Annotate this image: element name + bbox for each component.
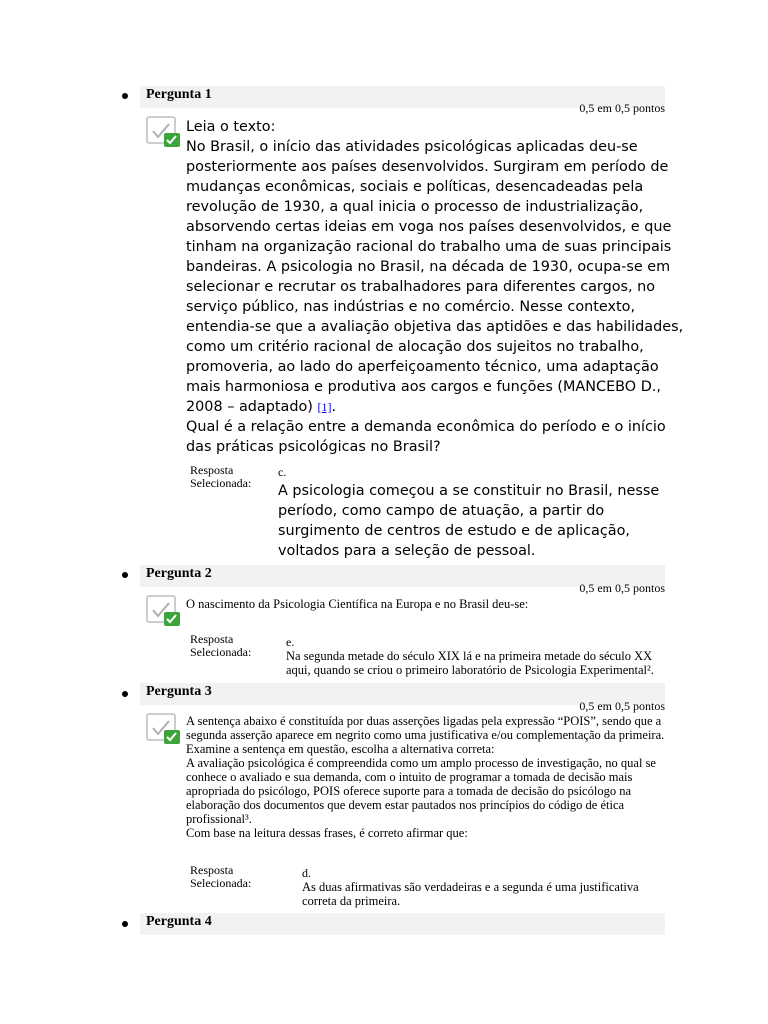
bullet — [122, 921, 128, 927]
text-line: bandeiras. A psicologia no Brasil, na década de 1930, ocupa-se em — [186, 259, 671, 275]
question-title: Pergunta 3 — [146, 684, 212, 699]
question-text — [186, 117, 686, 457]
correct-check-icon — [146, 595, 182, 627]
question-score: 0,5 em 0,5 pontos — [579, 699, 665, 713]
text-line: A avaliação psicológica é compreendida como um amplo processo de investigação, no qual se — [186, 756, 656, 770]
text-line: voltados para a seleção de pessoal. — [278, 543, 536, 559]
answer-letter: d. — [302, 866, 311, 880]
correct-check-icon — [146, 116, 182, 148]
question-score: 0,5 em 0,5 pontos — [579, 581, 665, 595]
citation-text: 2008 – adaptado) — [186, 399, 318, 415]
text-line: Na segunda metade do século XIX lá e na primeira metade do século XX — [286, 649, 653, 663]
selected-answer — [278, 481, 678, 561]
answer-label-line: Resposta — [190, 463, 234, 477]
reference-link[interactable]: [1] — [317, 400, 332, 414]
question-title: Pergunta 1 — [146, 87, 212, 102]
answer-label — [190, 464, 251, 490]
selected-answer — [302, 880, 702, 908]
text-line: absorvendo certas ideias em voga nos países desenvolvidos, e que — [186, 219, 672, 235]
selected-answer — [286, 649, 706, 677]
text-line: período, como campo de atuação, a partir do — [278, 503, 605, 519]
text-line — [186, 397, 686, 417]
question-prompt: das práticas psicológicas no Brasil? — [186, 439, 441, 455]
text-line: mudanças econômicas, sociais e políticas, desencadeadas pela — [186, 179, 644, 195]
text-line: A psicologia começou a se constituir no Brasil, nesse — [278, 483, 660, 499]
text-line: conhece o avaliado e sua demanda, com o intuito de programar a tomada de decisão mais — [186, 770, 633, 784]
text-line: entendia-se que a avaliação objetiva das aptidões e das habilidades, — [186, 319, 684, 335]
question-header — [140, 913, 665, 935]
text-line: Leia o texto: — [186, 119, 276, 135]
question-score: 0,5 em 0,5 pontos — [579, 101, 665, 115]
text-line: revolução de 1930, a qual inicia o processo de industrialização, — [186, 199, 644, 215]
answer-label — [190, 633, 251, 659]
text-line: apropriada do psicólogo, POIS oferece suporte para a tomada de decisão do psicólogo na — [186, 784, 631, 798]
text-line: como um critério racional de alocação dos sujeitos no trabalho, — [186, 339, 644, 355]
text-line: tinham na organização racional do trabalho uma de suas principais — [186, 239, 672, 255]
text-line: O nascimento da Psicologia Científica na Europa e no Brasil deu-se: — [186, 597, 529, 611]
question-title: Pergunta 4 — [146, 914, 212, 929]
answer-letter: e. — [286, 635, 295, 649]
text-line: surgimento de centros de estudo e de aplicação, — [278, 523, 630, 539]
text-line: correta da primeira. — [302, 894, 401, 908]
answer-label-line: Resposta — [190, 863, 234, 877]
text-line: As duas afirmativas são verdadeiras e a segunda é uma justificativa — [302, 880, 639, 894]
bullet — [122, 691, 128, 697]
answer-label-line: Selecionada: — [190, 876, 252, 890]
text-line: serviço público, nas indústrias e no comércio. Nesse contexto, — [186, 299, 636, 315]
bullet — [122, 572, 128, 578]
text-line: mais harmoniosa e produtiva aos cargos e funções (MANCEBO D., — [186, 379, 661, 395]
text-line: A sentença abaixo é constituída por duas asserções ligadas pela expressão “POIS”, sendo que a — [186, 714, 662, 728]
answer-letter: c. — [278, 465, 287, 479]
text-line: elaboração dos documentos que devem estar pautados nos princípios do código de ética — [186, 798, 625, 812]
text-line: promoveria, ao lado do aperfeiçoamento técnico, uma adaptação — [186, 359, 659, 375]
text-line: Com base na leitura dessas frases, é correto afirmar que: — [186, 826, 468, 840]
correct-check-icon — [146, 713, 182, 745]
answer-label-line: Resposta — [190, 632, 234, 646]
citation-end: . — [331, 399, 337, 415]
question-text — [186, 597, 686, 611]
text-line: No Brasil, o início das atividades psicológicas aplicadas deu-se — [186, 139, 638, 155]
question-prompt: Qual é a relação entre a demanda econômica do período e o início — [186, 419, 666, 435]
question-text — [186, 714, 706, 840]
answer-label — [190, 864, 251, 890]
text-line: selecionar e recrutar os trabalhadores para diferentes cargos, no — [186, 279, 656, 295]
answer-label-line: Selecionada: — [190, 645, 252, 659]
text-line: aqui, quando se criou o primeiro laboratório de Psicologia Experimental². — [286, 663, 654, 677]
text-line: Examine a sentença em questão, escolha a alternativa correta: — [186, 742, 495, 756]
question-title: Pergunta 2 — [146, 566, 212, 581]
text-line: posteriormente aos países desenvolvidos. Surgiram em período de — [186, 159, 669, 175]
text-line: segunda asserção aparece em negrito como uma justificativa e/ou complementação da primeira. — [186, 728, 665, 742]
text-line: profissional³. — [186, 812, 252, 826]
answer-label-line: Selecionada: — [190, 476, 252, 490]
bullet — [122, 93, 128, 99]
